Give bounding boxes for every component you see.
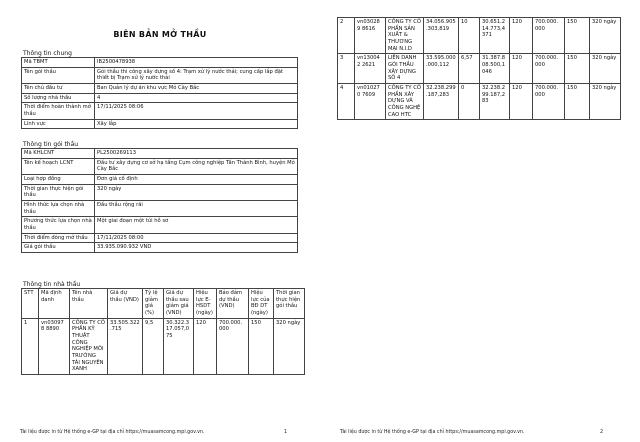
field-label: Hình thức lựa chọn nhà thầu (22, 200, 95, 216)
field-label: Tên chủ đầu tư (22, 83, 95, 93)
field-label: Phương thức lựa chọn nhà thầu (22, 217, 95, 233)
package-row (22, 149, 298, 159)
general-row (22, 67, 298, 83)
bidder-cell: CÔNG TY CỔ PHẦN XÂY DỰNG VÀ CÔNG NGHỆ CAO HTC (386, 83, 424, 119)
bidder-cell: 30.322.3 17.057,0 75 (164, 318, 194, 374)
field-value: PL2500269113 (95, 149, 298, 159)
bidder-cell: 120 (194, 318, 217, 374)
bidder-row (338, 83, 621, 119)
general-info-heading: Thông tin chung (23, 50, 72, 57)
bidder-row (22, 318, 305, 374)
general-row (22, 83, 298, 93)
general-row (22, 103, 298, 119)
field-value: Xây lắp (95, 119, 298, 129)
document-title: BIÊN BẢN MỞ THẦU (113, 30, 207, 39)
footer-source-text: Tài liệu được in từ Hệ thống e-GP tại địa chỉ https://muasamcong.mpi.gov.vn. (340, 430, 525, 435)
column-header: Giá dự thầu (VND) (108, 289, 143, 319)
field-value: Một giai đoạn một túi hồ sơ (95, 217, 298, 233)
bidder-cell: vn010270 7609 (355, 83, 386, 119)
bidder-cell: 10 (459, 18, 480, 54)
bidder-cell: 33.505.322 .715 (108, 318, 143, 374)
column-header: Giá dự thầu sau giảm giá (VND) (164, 289, 194, 319)
general-row (22, 58, 298, 68)
bidder-cell: 320 ngày (590, 83, 621, 119)
field-label: Mã TBMT (22, 58, 95, 68)
field-label: Loại hợp đồng (22, 174, 95, 184)
column-header: Thời gian thực hiện gói thầu (274, 289, 305, 319)
field-label: Mã KHLCNT (22, 149, 95, 159)
bidder-cell: 120 (510, 83, 533, 119)
field-value: 320 ngày (95, 184, 298, 200)
column-header: Tỷ lệ giảm giá (%) (143, 289, 164, 319)
bidder-cell: LIÊN DANH GÓI THẦU XÂY DỰNG SỐ 4 (386, 54, 424, 84)
field-label: Thời điểm hoàn thành mở thầu (22, 103, 95, 119)
bidder-cell: vn030289 8616 (355, 18, 386, 54)
bidder-row (338, 18, 621, 54)
bidder-table-part-1 (21, 288, 305, 375)
bidder-cell: 30.651.2 14.773,4 371 (480, 18, 510, 54)
bidder-cell: 32.238.2 99.187,2 83 (480, 83, 510, 119)
field-value: 4 (95, 93, 298, 103)
field-value: 17/11/2025 08:06 (95, 103, 298, 119)
bidder-cell: CÔNG TY CỔ PHẦN SẢN XUẤT & THƯƠNG MẠI N.I.D (386, 18, 424, 54)
bidder-cell: 700.000. 000 (533, 83, 565, 119)
bidder-cell: 700.000. 000 (533, 54, 565, 84)
package-info-heading: Thông tin gói thầu (23, 141, 79, 148)
bidder-cell: 9,5 (143, 318, 164, 374)
page-number: 2 (600, 430, 604, 435)
page-number: 1 (284, 430, 288, 435)
bidder-row (338, 54, 621, 84)
package-row (22, 233, 298, 243)
bidder-cell: 700.000. 000 (217, 318, 249, 374)
package-info-table (21, 148, 298, 253)
bidder-cell: 320 ngày (274, 318, 305, 374)
package-row (22, 200, 298, 216)
bidder-cell: 150 (565, 18, 590, 54)
package-row (22, 158, 298, 174)
bidder-cell: 3 (338, 54, 355, 84)
package-row (22, 243, 298, 253)
bidder-cell: vn030978 8890 (39, 318, 70, 374)
package-row (22, 184, 298, 200)
bidder-cell: 120 (510, 18, 533, 54)
bidder-table-part-2 (337, 17, 621, 120)
bidder-cell: 150 (565, 54, 590, 84)
field-value: Đầu tư xây dựng cơ sở hạ tầng Cụm công nghiệp Tân Thành Bình, huyện Mỏ Cày Bắc (95, 158, 298, 174)
bidder-cell: 31.387.8 08.500,1 046 (480, 54, 510, 84)
column-header: Hiệu lực của BĐ DT (ngày) (249, 289, 274, 319)
bidder-cell: 6,57 (459, 54, 480, 84)
field-label: Thời điểm đóng mở thầu (22, 233, 95, 243)
footer-source-text: Tài liệu được in từ Hệ thống e-GP tại địa chỉ https://muasamcong.mpi.gov.vn. (20, 430, 205, 435)
field-value: IB2500478938 (95, 58, 298, 68)
field-value: Ban Quản lý dự án khu vực Mỏ Cày Bắc (95, 83, 298, 93)
bidder-cell: 34.056.905 .303,819 (424, 18, 459, 54)
general-row (22, 93, 298, 103)
field-label: Giá gói thầu (22, 243, 95, 253)
bidder-cell: vn130042 2621 (355, 54, 386, 84)
field-value: Đấu thầu rộng rãi (95, 200, 298, 216)
bidder-cell: 150 (249, 318, 274, 374)
bidder-cell: 32.238.299 .187,283 (424, 83, 459, 119)
column-header: Bảo đảm dự thầu (VND) (217, 289, 249, 319)
document-page-2 (320, 0, 640, 442)
field-value: 33.935.090.932 VND (95, 243, 298, 253)
bidder-cell: 1 (22, 318, 39, 374)
column-header: Hiệu lực E-HSDT (ngày) (194, 289, 217, 319)
bidder-cell: CÔNG TY CỔ PHẦN KỸ THUẬT CÔNG NGHIỆP MÔI TRƯỜNG TÀI NGUYÊN XANH (70, 318, 108, 374)
field-label: Tên gói thầu (22, 67, 95, 83)
bidder-cell: 700.000. 000 (533, 18, 565, 54)
field-label: Số lượng nhà thầu (22, 93, 95, 103)
bidder-cell: 320 ngày (590, 18, 621, 54)
field-label: Lĩnh vực (22, 119, 95, 129)
general-row (22, 119, 298, 129)
bidder-cell: 2 (338, 18, 355, 54)
bidder-cell: 120 (510, 54, 533, 84)
bidder-info-heading: Thông tin nhà thầu (23, 281, 81, 288)
bidder-cell: 33.595.000 .000,112 (424, 54, 459, 84)
package-row (22, 217, 298, 233)
field-value: Gói thầu thi công xây dựng số 4: Trạm xử lý nước thải; cung cấp lắp đặt thiết bị Trạm xử lý nước thải (95, 67, 298, 83)
bidder-cell: 4 (338, 83, 355, 119)
bidder-cell: 0 (459, 83, 480, 119)
package-row (22, 174, 298, 184)
bidder-cell: 150 (565, 83, 590, 119)
field-label: Thời gian thực hiện gói thầu (22, 184, 95, 200)
column-header: Mã định danh (39, 289, 70, 319)
field-value: Đơn giá cố định (95, 174, 298, 184)
field-value: 17/11/2025 08:00 (95, 233, 298, 243)
general-info-table (21, 57, 298, 129)
field-label: Tên kế hoạch LCNT (22, 158, 95, 174)
column-header: STT (22, 289, 39, 319)
column-header: Tên nhà thầu (70, 289, 108, 319)
bidder-cell: 320 ngày (590, 54, 621, 84)
